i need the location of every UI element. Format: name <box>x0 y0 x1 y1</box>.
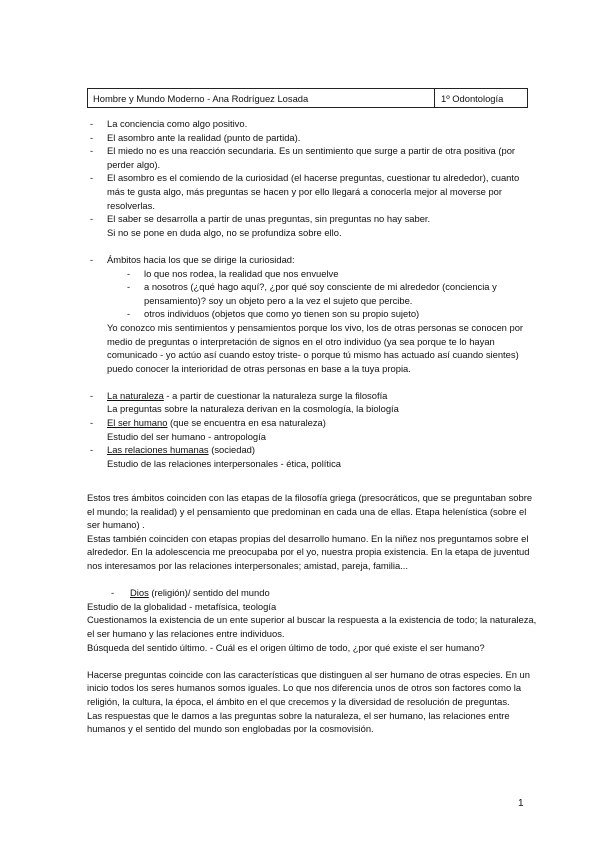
bullet-item <box>87 212 532 226</box>
bullet-dash: - <box>111 587 115 599</box>
sub-bullet-item <box>87 267 532 281</box>
paragraph-desarrollo: Estas también coinciden con etapas propias del desarrollo humano. En la niñez nos preguntamos sobre el alrededor. En la adolescencia me preocupaba por el yo, nuestra propia existencia. En la etapa de juventud nos interesamos por las relaciones interpersonales; amistad, pareja, familia... <box>87 532 530 571</box>
document-title: Hombre y Mundo Moderno - Ana Rodríguez Losada <box>88 89 435 107</box>
bullet-text: El saber se desarrolla a partir de unas preguntas, sin preguntas no hay saber. <box>107 213 431 225</box>
underlined-term: Dios <box>130 587 149 599</box>
sub-bullet-text: otros individuos (objetos que como yo tienen son su propio sujeto) <box>144 308 420 320</box>
ambitos-paragraph: Yo conozco mis sentimientos y pensamientos porque los vivo, los de otras personas se conocen por medio de preguntas o interpretación de signos en el otro individuo (ya sea porque te lo hayan comunicado - yo actúo así cuando estoy triste- o porque tú mismo has actuado así cuando sientes) puedo conocer la interioridad de otras personas en base a la tuya propia. <box>107 321 524 374</box>
sub-bullet-item <box>87 307 532 321</box>
relaciones-detail: Estudio de las relaciones interpersonales - ética, política <box>107 457 341 469</box>
bullet-dash: - <box>127 267 131 279</box>
term-description: (sociedad) <box>208 444 256 456</box>
term-description: (que se encuentra en esa naturaleza) <box>167 417 326 429</box>
relaciones-item <box>87 443 532 457</box>
bullet-item <box>87 171 532 212</box>
document-body <box>87 117 532 470</box>
bullet-text: El miedo no es una reacción secundaria. Es un sentimiento que surge a partir de otra positiva (por perder algo). <box>107 145 516 170</box>
naturaleza-detail: La preguntas sobre la naturaleza derivan en la cosmología, la biología <box>107 403 399 415</box>
bullet-dash: - <box>90 389 94 401</box>
paragraph-etapas: Estos tres ámbitos coinciden con las etapas de la filosofía griega (presocráticos, que se preguntaban sobre el mundo; la realidad) y el pensamiento que predominan en cada una de ellas. Etapa helenística (sobre el ser humano) . <box>87 492 533 531</box>
bullet-item <box>87 117 532 131</box>
header-box <box>87 88 528 108</box>
bullet-item <box>87 144 532 171</box>
bullet-dash: - <box>90 118 94 129</box>
bullet-dash: - <box>90 145 94 157</box>
dios-line: Cuestionamos la existencia de un ente superior al buscar la respuesta a la existencia de todo; la naturaleza, el ser humano y las relaciones entre individuos. <box>87 614 537 639</box>
bullet-continuation: Si no se pone en duda algo, no se profundiza sobre ello. <box>107 226 342 238</box>
bullet-dash: - <box>90 172 94 184</box>
sub-bullet-item <box>87 280 532 307</box>
term-description: - a partir de cuestionar la naturaleza surge la filosofía <box>163 389 388 401</box>
bullet-item <box>87 131 532 145</box>
underlined-term: Las relaciones humanas <box>107 444 209 456</box>
bullet-dash: - <box>127 308 131 320</box>
course-label: 1º Odontología <box>441 93 504 104</box>
term-description: (religión)/ sentido del mundo <box>148 587 270 599</box>
sub-bullet-text: lo que nos rodea, la realidad que nos envuelve <box>144 267 339 279</box>
bullet-dash: - <box>90 444 94 456</box>
underlined-term: El ser humano <box>107 417 168 429</box>
ambitos-intro-text: Ámbitos hacia los que se dirige la curiosidad: <box>107 253 295 265</box>
underlined-term: La naturaleza <box>107 389 164 401</box>
bullet-dash: - <box>90 417 94 429</box>
bullet-dash: - <box>90 131 94 143</box>
naturaleza-item <box>87 389 532 403</box>
dios-line: Estudio de la globalidad - metafísica, teología <box>87 600 277 612</box>
bullet-text: El asombro ante la realidad (punto de partida). <box>107 131 301 143</box>
bullet-text: La conciencia como algo positivo. <box>107 118 248 129</box>
ser-humano-item <box>87 416 532 430</box>
sub-bullet-text: a nosotros (¿qué hago aquí?, ¿por qué soy consciente de mi alrededor (conciencia y pensamiento)? soy un objeto pero a la vez el sujeto que percibe. <box>144 281 497 306</box>
ambitos-intro <box>87 253 532 267</box>
page-number: 1 <box>518 798 524 809</box>
ser-humano-detail: Estudio del ser humano - antropología <box>107 430 266 442</box>
paragraph-caracteristicas: Hacerse preguntas coincide con las características que distinguen al ser humano de otras especies. En un inicio todos los seres humanos somos iguales. Lo que nos diferencia unos de otros son factores como la religión, la cultura, la época, el ámbito en el que crecemos y la diversidad de resolución de preguntas. <box>87 668 530 707</box>
bullet-dash: - <box>90 213 94 225</box>
paragraph-cosmovision: Las respuestas que le damos a las preguntas sobre la naturaleza, el ser humano, las relaciones entre humanos y el sentido del mundo son englobadas por la cosmovisión. <box>87 709 510 735</box>
dios-line: Búsqueda del sentido último. - Cuál es el origen último de todo, ¿por qué existe el ser humano? <box>87 641 485 653</box>
bullet-text: El asombro es el comiendo de la curiosidad (el hacerse preguntas, cuestionar tu alrededor), cuanto más te gusta algo, más preguntas se hacen y por ello llegará a conocerla mejor al moverse por resolverlas. <box>107 172 520 211</box>
document-body-2 <box>87 491 537 736</box>
bullet-dash: - <box>90 253 94 265</box>
bullet-dash: - <box>127 281 131 293</box>
dios-item <box>87 586 537 600</box>
